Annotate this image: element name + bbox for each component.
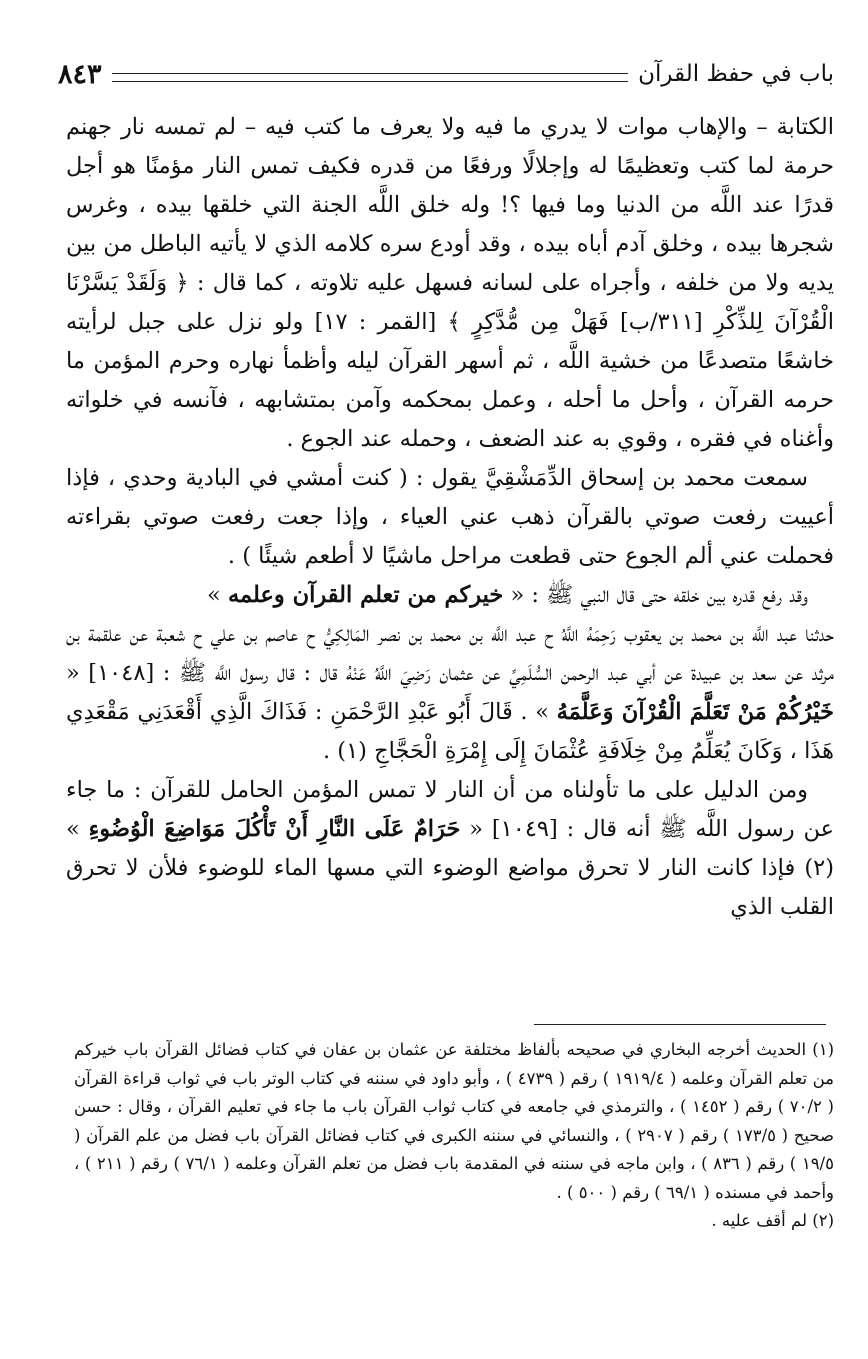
paragraph-5 <box>66 771 834 927</box>
isnad-text: حدثنا عبد اللَّه بن محمد بن يعقوب رَحِمَهُ اللَّهُ ح عبد اللَّه بن محمد بن نصر المَالِكِيُّ ح عاصم بن علي ح شعبة عن علقمة بن مرثد عن سعد بن عبيدة عن أبي عبد الرحمن السُّلَمِيِّ عن عثمان رَضِيَ اللَّهُ عَنْهُ قال : قال رسول اللَّه ﷺ : [١٠٤٨] « <box>66 621 834 686</box>
page-number: ٨٤٣ <box>58 58 102 90</box>
chapter-title: باب في حفظ القرآن <box>638 61 834 87</box>
footnote-2: (٢) لم أقف عليه . <box>711 1211 834 1230</box>
paragraph-5-rest: » (٢) فإذا كانت النار لا تحرق مواضع الوضوء التي مسها الماء للوضوء فلأن لا تحرق القلب الذي <box>66 816 834 920</box>
paragraph-2: سمعت محمد بن إسحاق الدِّمَشْقِيَّ يقول : ( كنت أمشي في البادية وحدي ، فإذا أعييت رفعت صوتي بالقرآن ذهب عني العياء ، وإذا جعت رفعت صوتي بقراءته فحملت عني ألم الجوع حتى قطعت مراحل ماشيًا لا أطعم شيئًا ) . <box>66 465 834 569</box>
paragraph-5-intro: ومن الدليل على ما تأولناه من أن النار لا تمس المؤمن الحامل للقرآن : ما جاء عن رسول اللَّه ﷺ أنه قال : [١٠٤٩] « <box>66 777 834 842</box>
main-text <box>66 108 834 927</box>
paragraph-4-rest: » . قَالَ أَبُو عَبْدِ الرَّحْمَنِ : فَذَاكَ الَّذِي أَقْعَدَنِي مَقْعَدِي هَذَا ، وَكَانَ يُعَلِّمُ مِنْ خِلَافَةِ عُثْمَانَ إِلَى إِمْرَةِ الْحَجَّاجِ (١) . <box>66 699 834 764</box>
hadith-text: خيركم من تعلم القرآن وعلمه <box>227 582 504 608</box>
page-header <box>58 52 834 96</box>
hadith-text: حَرَامٌ عَلَى النَّارِ أَنْ تَأْكُلَ مَوَاضِعَ الْوُضُوءِ <box>88 816 461 842</box>
header-rule <box>112 73 629 82</box>
paragraph-1: الكتابة – والإهاب موات لا يدري ما فيه ولا يعرف ما كتب فيه – لم تمسه نار جهنم حرمة لما كتب وتعظيمًا له وإجلالًا ورفعًا من قدره فكيف تمس النار مؤمنًا هو أجل قدرًا عند اللَّه من الدنيا وما فيها ؟! وله خلق اللَّه الجنة التي خلقها بيده ، وغرس شجرها بيده ، وخلق آدم أباه بيده ، وقد أودع سره كلامه الذي لا يأتيه الباطل من بين يديه ولا من خلفه ، وأجراه على لسانه فسهل عليه تلاوته ، كما قال : ﴿ وَلَقَدْ يَسَّرْنَا الْقُرْآنَ لِلذِّكْرِ [٣١١/ب] فَهَلْ مِن مُّدَّكِرٍ ﴾ [القمر : ١٧] ولو نزل على جبل لرأيته خاشعًا متصدعًا من خشية اللَّه ، ثم أسهر القرآن ليله وأظمأ نهاره وحرم المؤمن ما حرمه القرآن ، وأحل ما أحله ، وعمل بمحكمه وآمن بمتشابهه ، فآنسه في خلواته وأغناه في فقره ، وقوي به عند الضعف ، وحمله عند الجوع . <box>66 114 834 452</box>
paragraph-3-close: » <box>207 582 228 608</box>
hadith-text: خَيْرُكُمْ مَنْ تَعَلَّمَ الْقُرْآنَ وَعَلَّمَهُ <box>556 699 834 725</box>
footnotes <box>74 1036 834 1236</box>
footnote-divider <box>534 1024 826 1025</box>
footnote-1: (١) الحديث أخرجه البخاري في صحيحه بألفاظ مختلفة عن عثمان بن عفان في كتاب فضائل القرآن باب خيركم من تعلم القرآن وعلمه ( ١٩١٩/٤ ) رقم ( ٤٧٣٩ ) ، وأبو داود في سننه في كتاب الوتر باب في ثواب قراءة القرآن ( ٧٠/٢ ) رقم ( ١٤٥٢ ) ، والترمذي في جامعه في كتاب ثواب القرآن باب ما جاء في تعليم القرآن ، وقال : حسن صحيح ( ١٧٣/٥ ) رقم ( ٢٩٠٧ ) ، والنسائي في سننه الكبرى في كتاب فضائل القرآن باب فضل من علم القرآن ( ١٩/٥ ) رقم ( ٨٣٦ ) ، وابن ماجه في سننه في المقدمة باب فضل من تعلم القرآن وعلمه ( ٧٦/١ ) رقم ( ٢١١ ) ، وأحمد في مسنده ( ٦٩/١ ) رقم ( ٥٠٠ ) . <box>74 1040 835 1202</box>
paragraph-4 <box>66 615 834 771</box>
paragraph-3-intro: وقد رفع قدره بين خلقه حتى قال النبي ﷺ : « <box>503 582 808 608</box>
paragraph-3 <box>66 576 834 615</box>
